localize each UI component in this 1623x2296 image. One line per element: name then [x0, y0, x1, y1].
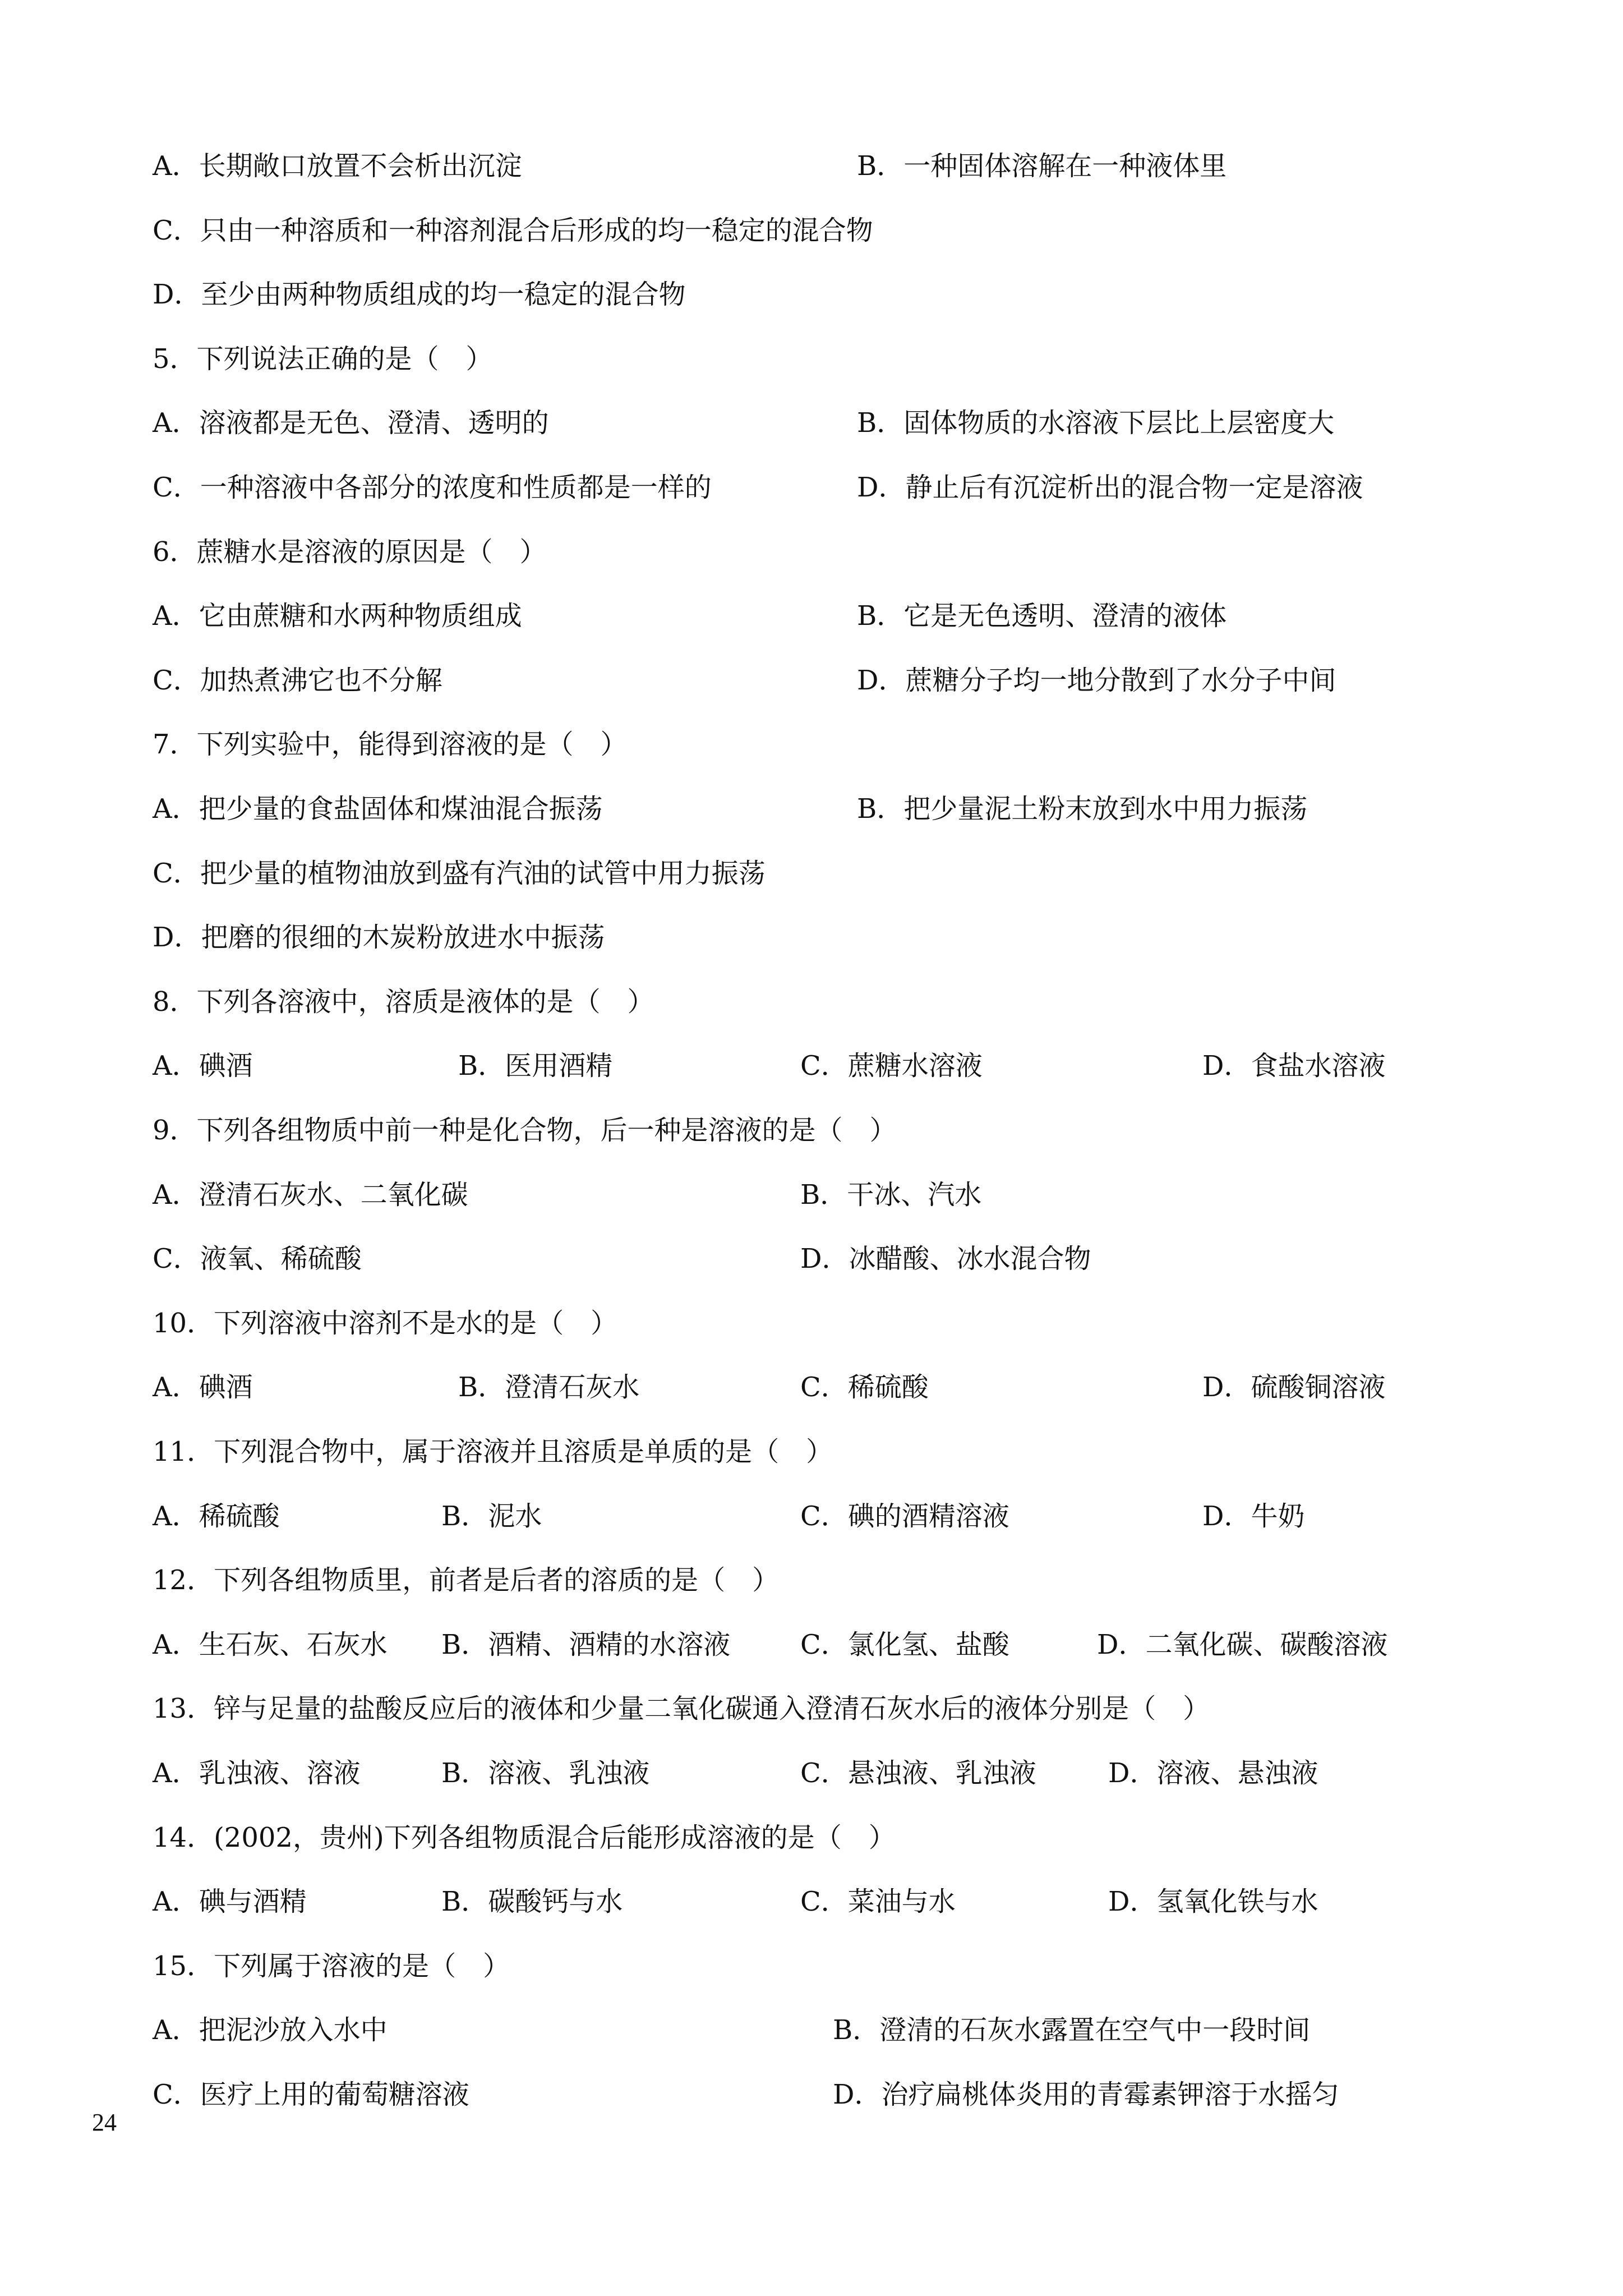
q9-options-ab	[153, 1172, 1487, 1217]
answer-option: C．菜油与水	[800, 1886, 956, 1917]
answer-option: D．至少由两种物质组成的均一稳定的混合物	[153, 279, 686, 310]
answer-option: B．泥水	[441, 1501, 542, 1532]
q10-options	[153, 1365, 1487, 1410]
answer-option: A．乳浊液、溶液	[153, 1757, 361, 1789]
answer-option: D．二氧化碳、碳酸溶液	[1097, 1629, 1388, 1660]
answer-option: C．碘的酒精溶液	[800, 1501, 1009, 1532]
answer-option: D．牛奶	[1202, 1501, 1305, 1532]
q8-options	[153, 1043, 1487, 1088]
answer-option: A．长期敞口放置不会析出沉淀	[153, 150, 522, 182]
q15-options-cd	[153, 2072, 1487, 2117]
answer-option: D．溶液、悬浊液	[1108, 1757, 1318, 1789]
q12-options	[153, 1622, 1487, 1667]
answer-option: D．蔗糖分子均一地分散到了水分子中间	[857, 665, 1336, 696]
q6-options-ab	[153, 593, 1487, 638]
question-7: 7．下列实验中，能得到溶液的是（ ）	[153, 729, 628, 760]
answer-option: A．把泥沙放入水中	[153, 2014, 388, 2046]
answer-option: A．溶液都是无色、澄清、透明的	[153, 407, 549, 439]
answer-option: C．把少量的植物油放到盛有汽油的试管中用力振荡	[153, 858, 766, 889]
answer-option: C．医疗上用的葡萄糖溶液	[153, 2079, 469, 2110]
answer-option: B．固体物质的水溶液下层比上层密度大	[857, 407, 1335, 439]
q14-options	[153, 1879, 1487, 1924]
q15-options-ab	[153, 2008, 1487, 2053]
answer-option: D．硫酸铜溶液	[1202, 1372, 1386, 1403]
answer-option: A．澄清石灰水、二氧化碳	[153, 1179, 468, 1211]
question-6: 6．蔗糖水是溶液的原因是（ ）	[153, 536, 547, 568]
answer-option: A．它由蔗糖和水两种物质组成	[153, 600, 522, 632]
answer-option: B．医用酒精	[458, 1050, 613, 1082]
question-11: 11．下列混合物中，属于溶液并且溶质是单质的是（ ）	[153, 1436, 833, 1467]
answer-option: B．澄清石灰水	[458, 1372, 640, 1403]
q4-options-ab	[153, 144, 1487, 188]
question-9: 9．下列各组物质中前一种是化合物，后一种是溶液的是（ ）	[153, 1115, 897, 1146]
answer-option: A．碘酒	[153, 1050, 253, 1082]
answer-option: A．把少量的食盐固体和煤油混合振荡	[153, 793, 603, 825]
answer-option: B．酒精、酒精的水溶液	[441, 1629, 731, 1660]
q4-option-d	[153, 272, 1487, 317]
question-15: 15．下列属于溶液的是（ ）	[153, 1950, 510, 1982]
answer-option: C．蔗糖水溶液	[800, 1050, 983, 1082]
q6-options-cd	[153, 658, 1487, 703]
question-5: 5．下列说法正确的是（ ）	[153, 343, 493, 375]
page-number: 24	[92, 2109, 117, 2136]
answer-option: B．把少量泥土粉末放到水中用力振荡	[857, 793, 1308, 825]
answer-option: C．稀硫酸	[800, 1372, 929, 1403]
q13-options	[153, 1751, 1487, 1796]
answer-option: D．食盐水溶液	[1202, 1050, 1386, 1082]
question-12: 12．下列各组物质里，前者是后者的溶质的是（ ）	[153, 1565, 780, 1596]
answer-option: B．一种固体溶解在一种液体里	[857, 150, 1227, 182]
question-10: 10．下列溶液中溶剂不是水的是（ ）	[153, 1308, 618, 1339]
q7-option-d	[153, 915, 1487, 960]
answer-option: C．只由一种溶质和一种溶剂混合后形成的均一稳定的混合物	[153, 215, 873, 246]
answer-option: D．把磨的很细的木炭粉放进水中振荡	[153, 922, 605, 953]
q7-options-ab	[153, 786, 1487, 831]
answer-option: C．氯化氢、盐酸	[800, 1629, 1009, 1660]
answer-option: A．碘酒	[153, 1372, 253, 1403]
question-8: 8．下列各溶液中，溶质是液体的是（ ）	[153, 986, 654, 1018]
answer-option: C．液氧、稀硫酸	[153, 1243, 362, 1274]
answer-option: A．生石灰、石灰水	[153, 1629, 388, 1660]
q5-options-ab	[153, 401, 1487, 445]
answer-option: D．治疗扁桃体炎用的青霉素钾溶于水摇匀	[833, 2079, 1339, 2110]
answer-option: B．碳酸钙与水	[441, 1886, 623, 1917]
q4-option-c	[153, 208, 1487, 253]
answer-option: B．澄清的石灰水露置在空气中一段时间	[833, 2014, 1311, 2046]
q7-option-c	[153, 851, 1487, 896]
answer-option: C．悬浊液、乳浊液	[800, 1757, 1036, 1789]
q9-options-cd	[153, 1236, 1487, 1281]
q5-options-cd	[153, 465, 1487, 510]
answer-option: A．碘与酒精	[153, 1886, 307, 1917]
answer-option: C．加热煮沸它也不分解	[153, 665, 442, 696]
answer-option: B．溶液、乳浊液	[441, 1757, 650, 1789]
q11-options	[153, 1494, 1487, 1539]
question-13: 13．锌与足量的盐酸反应后的液体和少量二氧化碳通入澄清石灰水后的液体分别是（ ）	[153, 1693, 1210, 1724]
answer-option: D．氢氧化铁与水	[1108, 1886, 1318, 1917]
answer-option: B．它是无色透明、澄清的液体	[857, 600, 1227, 632]
answer-option: C．一种溶液中各部分的浓度和性质都是一样的	[153, 472, 712, 503]
answer-option: D．冰醋酸、冰水混合物	[800, 1243, 1091, 1274]
answer-option: A．稀硫酸	[153, 1501, 280, 1532]
answer-option: B．干冰、汽水	[800, 1179, 982, 1211]
answer-option: D．静止后有沉淀析出的混合物一定是溶液	[857, 472, 1363, 503]
question-14: 14．(2002，贵州)下列各组物质混合后能形成溶液的是（ ）	[153, 1822, 896, 1853]
